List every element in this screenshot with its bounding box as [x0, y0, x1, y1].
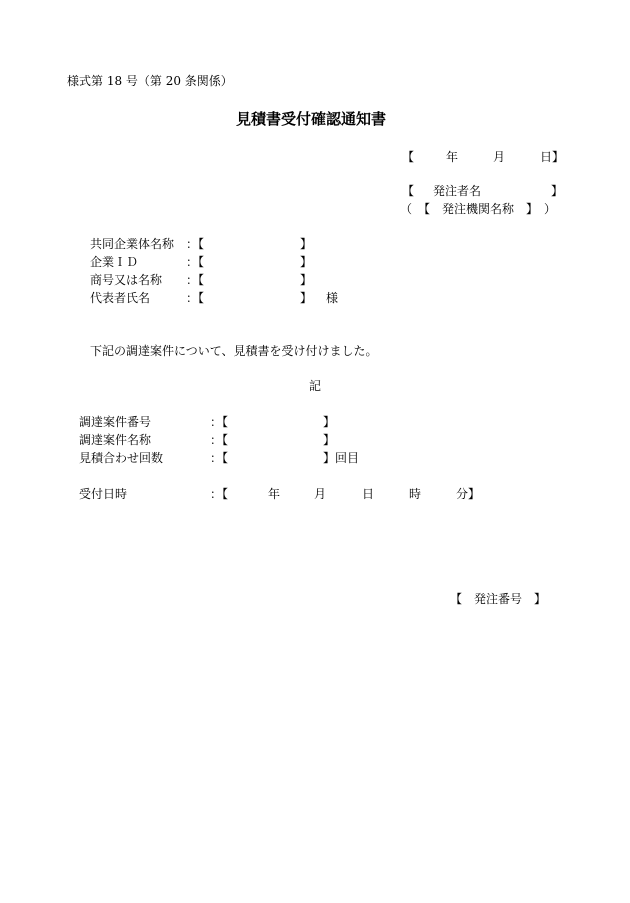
- recipient-close: 】: [300, 255, 313, 269]
- form-number: 様式第 18 号（第 20 条関係）: [67, 74, 233, 88]
- details-close: 】: [323, 451, 336, 465]
- received-label: 受付日時: [79, 487, 128, 501]
- details-label: 調達案件番号: [79, 415, 152, 429]
- date-day: 日】: [540, 150, 565, 164]
- details-label: 見積合わせ回数: [79, 451, 164, 465]
- details-label: 調達案件名称: [79, 433, 152, 447]
- date-year: 年: [446, 150, 459, 164]
- recipient-colon: ：【: [186, 291, 205, 305]
- recipient-colon: ：【: [186, 255, 205, 269]
- received-hour: 時: [409, 487, 422, 501]
- recipient-close: 】: [300, 237, 313, 251]
- recipient-colon: ：【: [186, 237, 205, 251]
- date-open-bracket: 【: [402, 150, 415, 164]
- recipient-label: 企業ＩＤ: [90, 255, 139, 269]
- body-text: 下記の調達案件について、見積書を受け付けました。: [90, 344, 378, 358]
- issuer-org-line: （ 【 発注機関名称 】 ）: [400, 202, 557, 216]
- details-colon: ：【: [210, 451, 229, 465]
- received-minute: 分】: [456, 487, 481, 501]
- received-colon: ：【: [210, 487, 229, 501]
- received-day: 日: [362, 487, 375, 501]
- issuer-open-bracket: 【: [402, 184, 415, 198]
- received-month: 月: [314, 487, 327, 501]
- recipient-close: 】: [300, 291, 313, 305]
- recipient-label: 共同企業体名称: [90, 237, 175, 251]
- date-month: 月: [493, 150, 506, 164]
- recipient-honorific: 様: [326, 291, 339, 305]
- issuer-close-bracket: 】: [551, 184, 564, 198]
- recipient-label: 商号又は名称: [90, 273, 163, 287]
- details-colon: ：【: [210, 415, 229, 429]
- recipient-label: 代表者氏名: [90, 291, 151, 305]
- details-close: 】: [323, 433, 336, 447]
- details-close: 】: [323, 415, 336, 429]
- issuer-name-label: 発注者名: [433, 184, 482, 198]
- details-colon: ：【: [210, 433, 229, 447]
- recipient-colon: ：【: [186, 273, 205, 287]
- document-title: 見積書受付確認通知書: [236, 110, 387, 128]
- ki-heading: 記: [309, 379, 322, 393]
- recipient-close: 】: [300, 273, 313, 287]
- details-suffix: 回目: [335, 451, 360, 465]
- order-number: 【 発注番号 】: [450, 592, 547, 606]
- received-year: 年: [268, 487, 281, 501]
